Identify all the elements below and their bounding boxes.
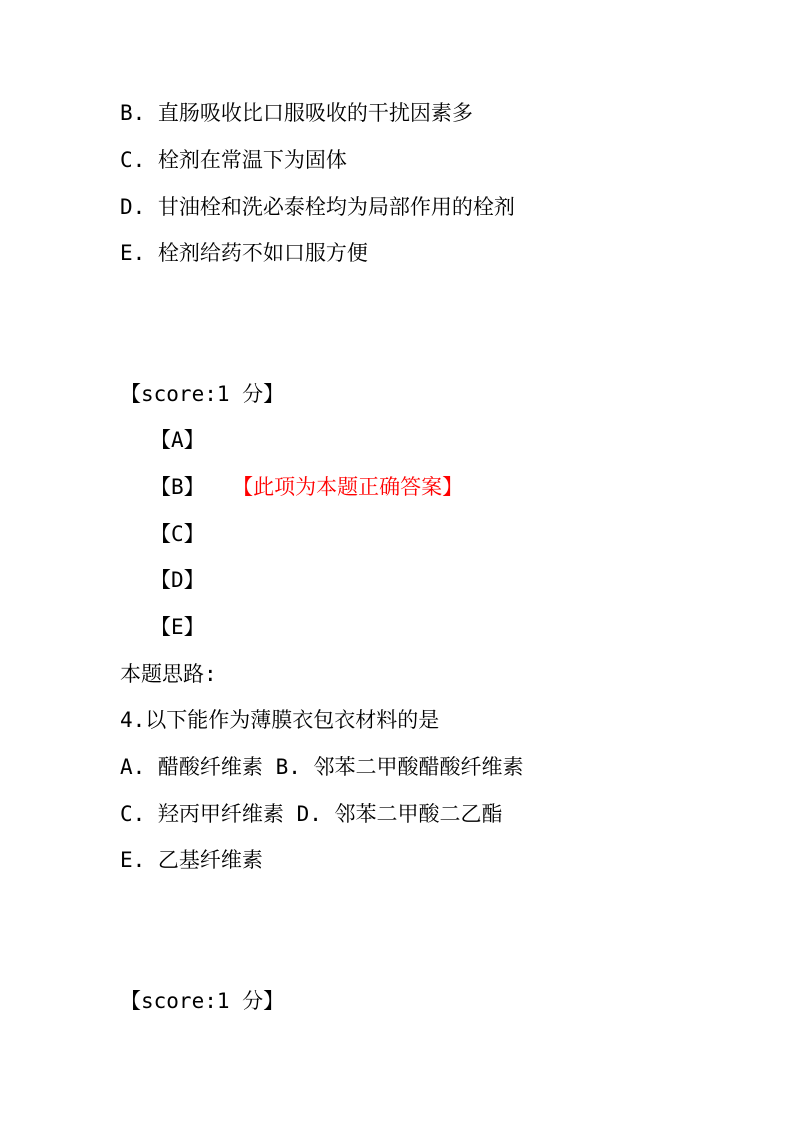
question-4-text: 4.以下能作为薄膜衣包衣材料的是 (120, 708, 440, 732)
question-3-option-e: E. 栓剂给药不如口服方便 (120, 241, 368, 265)
question-3-score: 【score:1 分】 (120, 382, 285, 406)
question-4-options-cd: C. 羟丙甲纤维素 D. 邻苯二甲酸二乙酯 (120, 802, 503, 826)
answer-choice-c: 【C】 (150, 522, 205, 546)
question-4-score: 【score:1 分】 (120, 989, 285, 1013)
question-4-options-ab: A. 醋酸纤维素 B. 邻苯二甲酸醋酸纤维素 (120, 755, 524, 779)
answer-choice-b-row (150, 473, 463, 501)
question-3-option-c: C. 栓剂在常温下为固体 (120, 148, 347, 172)
answer-choice-d: 【D】 (150, 568, 205, 592)
answer-choice-b: 【B】 (150, 475, 205, 499)
question-4-option-e: E. 乙基纤维素 (120, 848, 263, 872)
question-3-option-b: B. 直肠吸收比口服吸收的干扰因素多 (120, 101, 473, 125)
question-3-option-d: D. 甘油栓和洗必泰栓均为局部作用的栓剂 (120, 195, 515, 219)
explanation-label: 本题思路: (120, 662, 217, 686)
answer-choice-e: 【E】 (150, 615, 205, 639)
answer-choice-a: 【A】 (150, 428, 205, 452)
correct-answer-marker: 【此项为本题正确答案】 (242, 475, 464, 499)
